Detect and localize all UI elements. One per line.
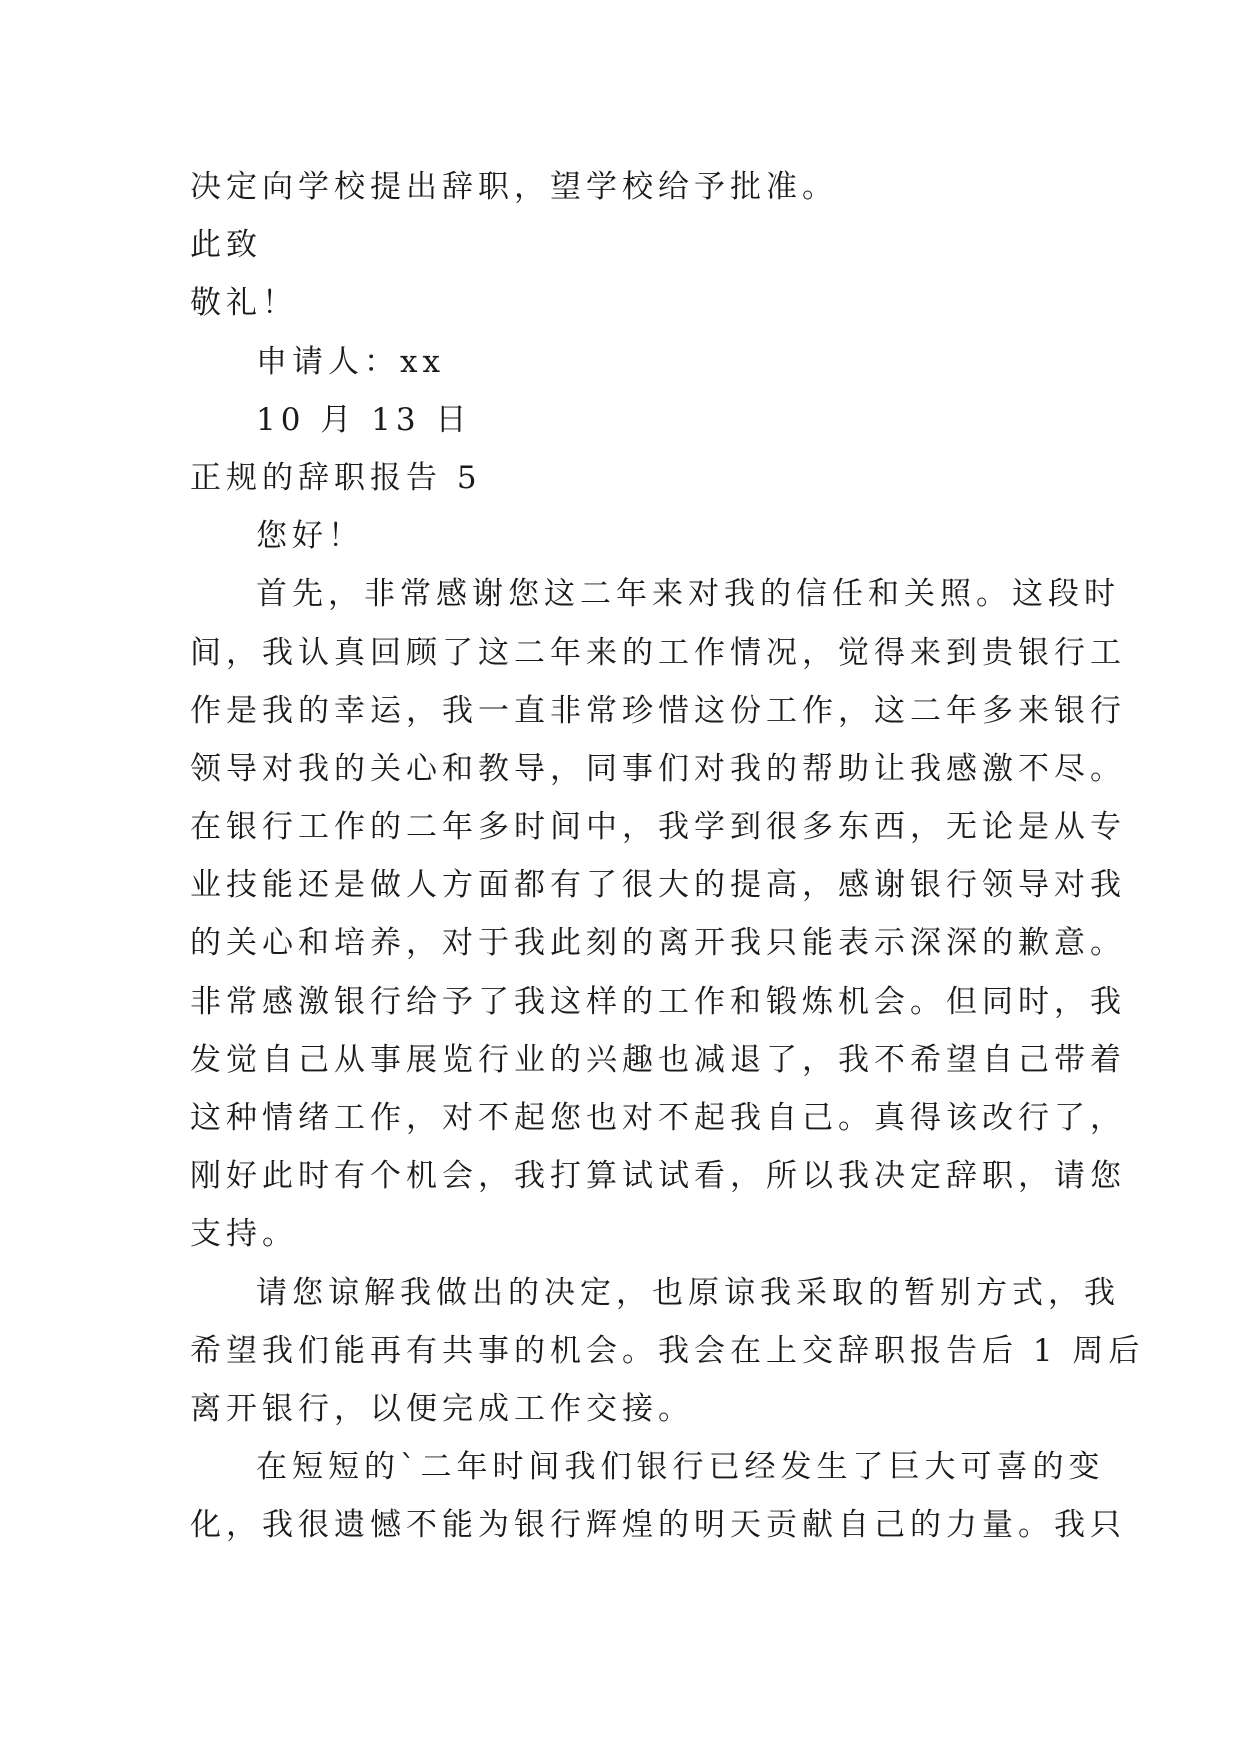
closing-salutation: 此致 <box>190 227 262 264</box>
text-line: 刚好此时有个机会，我打算试试看，所以我决定辞职，请您 <box>190 1158 1126 1195</box>
text-line: 间，我认真回顾了这二年来的工作情况，觉得来到贵银行工 <box>190 634 1126 671</box>
section-title: 正规的辞职报告 5 <box>190 459 482 496</box>
closing-regards: 敬礼！ <box>190 285 298 322</box>
text-line: 作是我的幸运，我一直非常珍惜这份工作，这二年多来银行 <box>190 692 1126 729</box>
text-line: 非常感激银行给予了我这样的工作和锻炼机会。但同时，我 <box>190 983 1126 1020</box>
text-line: 支持。 <box>190 1216 298 1253</box>
text-line: 离开银行，以便完成工作交接。 <box>190 1390 694 1427</box>
text-line: 请您谅解我做出的决定，也原谅我采取的暂别方式，我 <box>256 1274 1120 1311</box>
text-line: 希望我们能再有共事的机会。我会在上交辞职报告后 1 周后 <box>190 1332 1145 1369</box>
text-line: 在短短的`二年时间我们银行已经发生了巨大可喜的变 <box>256 1449 1105 1486</box>
text-line: 业技能还是做人方面都有了很大的提高，感谢银行领导对我 <box>190 867 1126 904</box>
text-line: 发觉自己从事展览行业的兴趣也减退了，我不希望自己带着 <box>190 1041 1126 1078</box>
text-line: 这种情绪工作，对不起您也对不起我自己。真得该改行了， <box>190 1100 1126 1136</box>
document-body <box>190 158 1145 1555</box>
text-line: 首先，非常感谢您这二年来对我的信任和关照。这段时 <box>256 576 1120 613</box>
applicant-signature: 申请人：xx <box>256 343 445 380</box>
text-line: 的关心和培养，对于我此刻的离开我只能表示深深的歉意。 <box>190 925 1126 962</box>
text-line: 领导对我的关心和教导，同事们对我的帮助让我感激不尽。 <box>190 750 1126 787</box>
text-line: 化，我很遗憾不能为银行辉煌的明天贡献自己的力量。我只 <box>190 1507 1126 1544</box>
letter-date: 10 月 13 日 <box>256 401 472 438</box>
text-line: 在银行工作的二年多时间中，我学到很多东西，无论是从专 <box>190 809 1126 846</box>
greeting: 您好！ <box>256 518 364 555</box>
text-line: 决定向学校提出辞职，望学校给予批准。 <box>190 169 838 205</box>
